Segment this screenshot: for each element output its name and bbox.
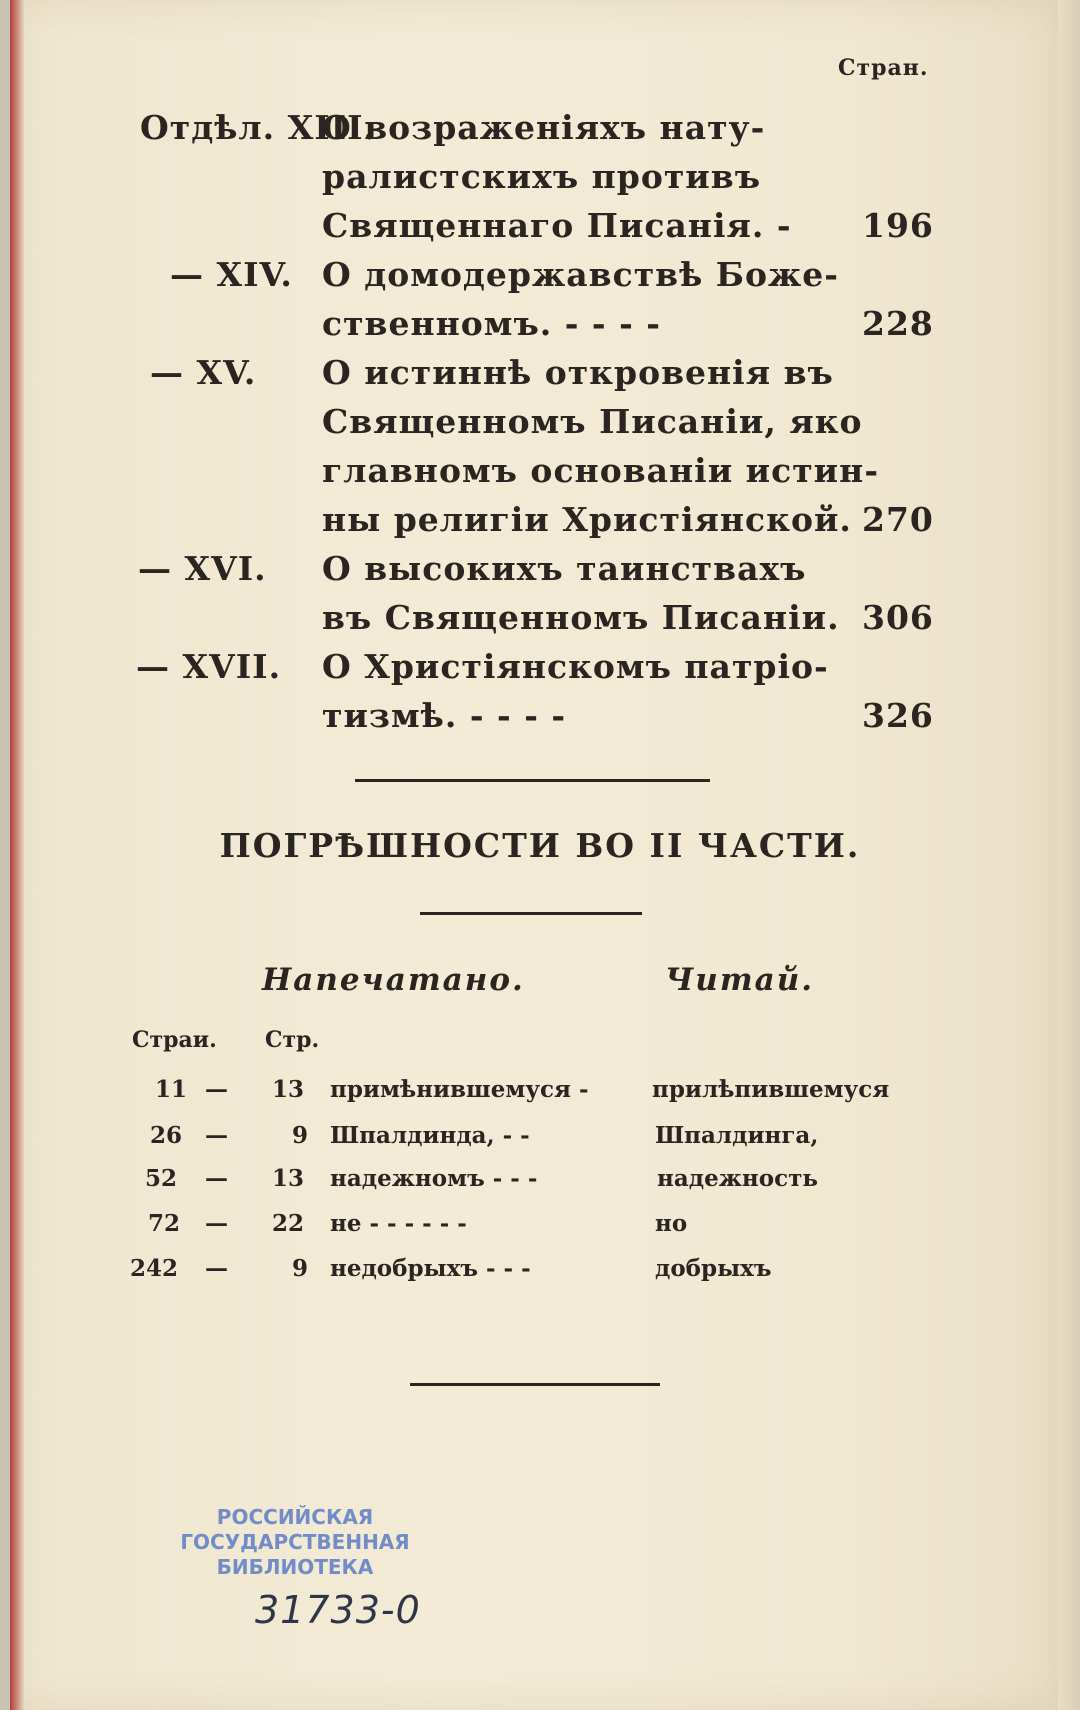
toc-label: Отдѣл. XIII. [140, 108, 377, 147]
errata-dash: — [205, 1122, 228, 1149]
errata-read: Шпалдинга, [655, 1122, 819, 1149]
errata-page: 52 [145, 1165, 178, 1192]
toc-page-number: 196 [862, 206, 934, 245]
toc-line: главномъ основаніи истин- [322, 451, 880, 490]
toc-line: О домодержавствѣ Боже- [322, 255, 839, 294]
errata-printed: примѣнившемуся - [330, 1076, 589, 1103]
errata-line: 9 [292, 1122, 309, 1149]
page-column-label: Стран. [838, 55, 929, 81]
errata-printed: не - - - - - - [330, 1210, 467, 1237]
toc-line: тизмѣ. - - - - [322, 696, 567, 735]
toc-page-number: 306 [862, 598, 934, 637]
toc-line: О высокихъ таинствахъ [322, 549, 807, 588]
library-stamp [175, 1505, 415, 1580]
toc-line: ралистскихъ противъ [322, 157, 762, 196]
toc-page-number: 326 [862, 696, 934, 735]
divider-rule [410, 1383, 660, 1386]
errata-page: 26 [150, 1122, 183, 1149]
errata-page: 242 [130, 1255, 179, 1282]
toc-line: въ Священномъ Писаніи. [322, 598, 840, 637]
errata-col-read: Читай. [665, 962, 815, 998]
toc-label: — XV. [150, 353, 257, 392]
toc-line: О возраженіяхъ нату- [322, 108, 766, 147]
errata-line: 22 [272, 1210, 305, 1237]
errata-line: 13 [272, 1076, 305, 1103]
toc-line: ны религіи Христіянской. [322, 500, 852, 539]
errata-printed: надежномъ - - - [330, 1165, 538, 1192]
stamp-line: РОССИЙСКАЯ [216, 1505, 374, 1529]
toc-line: Священномъ Писаніи, яко [322, 402, 863, 441]
toc-line: Священнаго Писанія. - [322, 206, 792, 245]
errata-dash: — [205, 1165, 228, 1192]
stamp-line: ГОСУДАРСТВЕННАЯ [180, 1530, 410, 1554]
errata-heading: ПОГРѢШНОСТИ ВО II ЧАСТИ. [219, 826, 861, 865]
toc-line: О Христіянскомъ патріо- [322, 647, 829, 686]
errata-printed: недобрыхъ - - - [330, 1255, 531, 1282]
toc-label: — XIV. [170, 255, 293, 294]
errata-col-printed: Напечатано. [262, 962, 525, 998]
stamp-line: БИБЛИОТЕКА [216, 1555, 374, 1579]
toc-page-number: 270 [862, 500, 934, 539]
errata-read: прилѣпившемуся [652, 1076, 890, 1103]
divider-rule [420, 912, 642, 915]
errata-read: добрыхъ [655, 1255, 772, 1282]
errata-dash: — [205, 1210, 228, 1237]
errata-dash: — [205, 1255, 228, 1282]
errata-page: 72 [148, 1210, 181, 1237]
errata-line: 9 [292, 1255, 309, 1282]
shelfmark-handwritten: 31733-0 [255, 1588, 421, 1632]
errata-read: но [655, 1210, 688, 1237]
errata-printed: Шпалдинда, - - [330, 1122, 530, 1149]
toc-line: ственномъ. - - - - [322, 304, 661, 343]
errata-col-page: Страи. [132, 1027, 217, 1053]
toc-label: — XVII. [136, 647, 282, 686]
toc-page-number: 228 [862, 304, 934, 343]
toc-line: О истиннѣ откровенія въ [322, 353, 834, 392]
errata-page: 11 [155, 1076, 188, 1103]
errata-dash: — [205, 1076, 228, 1103]
errata-line: 13 [272, 1165, 305, 1192]
errata-col-line: Стр. [265, 1027, 320, 1053]
toc-label: — XVI. [138, 549, 267, 588]
errata-read: надежность [657, 1165, 818, 1192]
divider-rule [355, 779, 710, 782]
